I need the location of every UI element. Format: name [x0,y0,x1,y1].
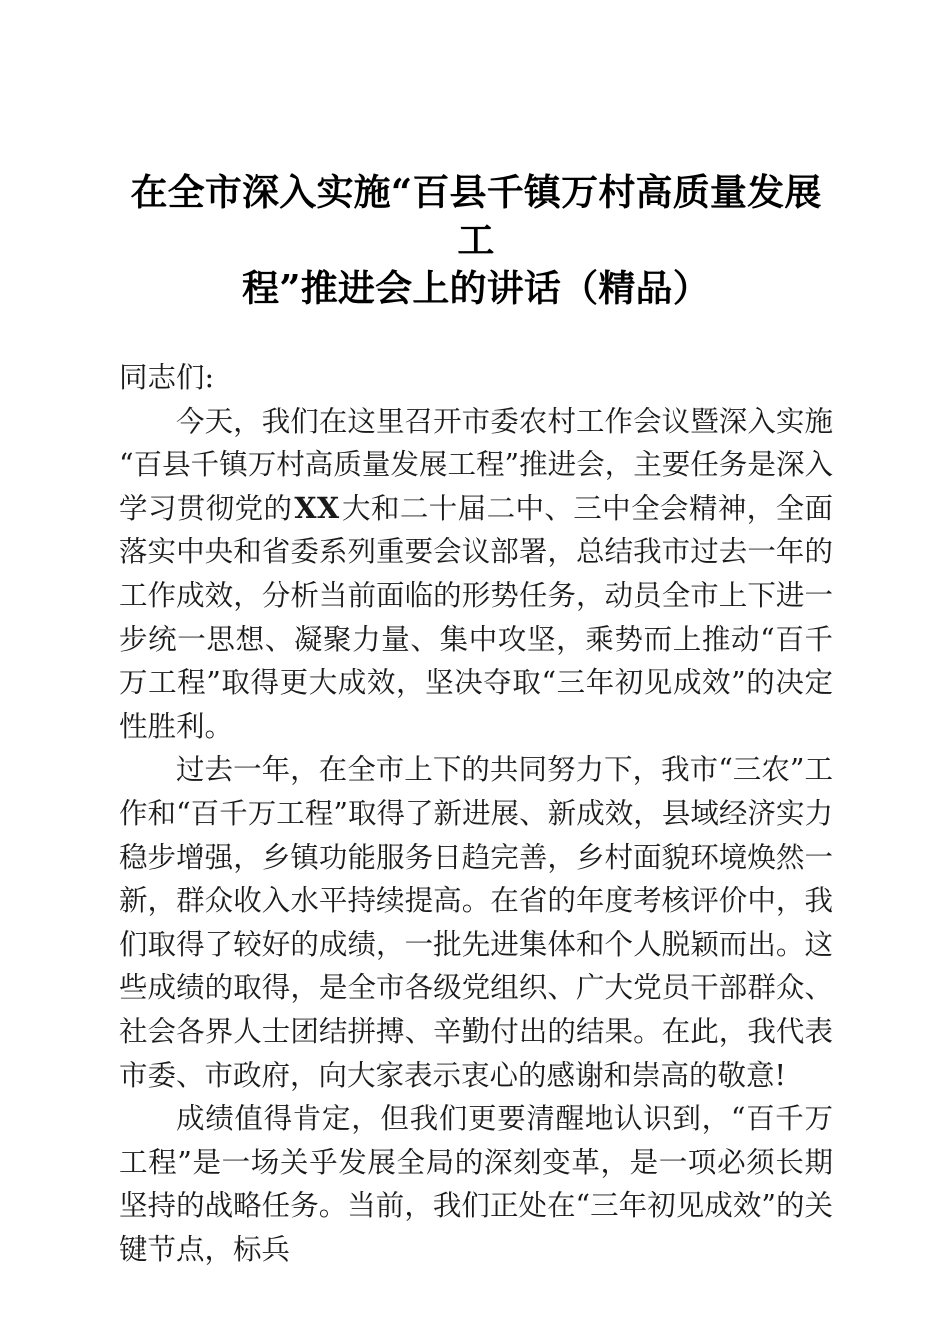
paragraph-1-latin-token: XX [294,490,340,525]
paragraph-1-text-a: 今天，我们在这里召开市委农村工作会议暨深入实施“百县千镇万村高质量发展工程”推进会，主要任务是深入学习贯彻党的 [119,404,833,525]
paragraph-1-text-b: 大和二十届二中、三中全会精神，全面落实中央和省委系列重要会议部署，总结我市过去一年的工作成效，分析当前面临的形势任务，动员全市上下进一步统一思想、凝聚力量、集中攻坚，乘势而上推动“百千万工程”取得更大成效，坚决夺取“三年初见成效”的决定性胜利。 [119,491,833,743]
body-paragraph-2: 过去一年，在全市上下的共同努力下，我市“三农”工作和“百千万工程”取得了新进展、新成效，县域经济实力稳步增强，乡镇功能服务日趋完善，乡村面貌环境焕然一新，群众收入水平持续提高。在省的年度考核评价中，我们取得了较好的成绩，一批先进集体和个人脱颖而出。这些成绩的取得，是全市各级党组织、广大党员干部群众、社会各界人士团结拼搏、辛勤付出的结果。在此，我代表市委、市政府，向大家表示衷心的感谢和崇高的敬意! [119,753,833,1092]
body-paragraph-1 [119,400,833,749]
document-body [119,312,833,1271]
document-title [119,0,833,312]
document-title-line-1: 在全市深入实施“百县千镇万村高质量发展工 [130,170,822,262]
page-content [119,0,833,1271]
body-paragraph-3: 成绩值得肯定，但我们更要清醒地认识到，“百千万工程”是一场关乎发展全局的深刻变革，是一项必须长期坚持的战略任务。当前，我们正处在“三年初见成效”的关键节点，标兵 [119,1102,833,1266]
salutation: 同志们: [119,361,215,394]
document-title-line-2: 程”推进会上的讲话（精品） [242,266,710,310]
